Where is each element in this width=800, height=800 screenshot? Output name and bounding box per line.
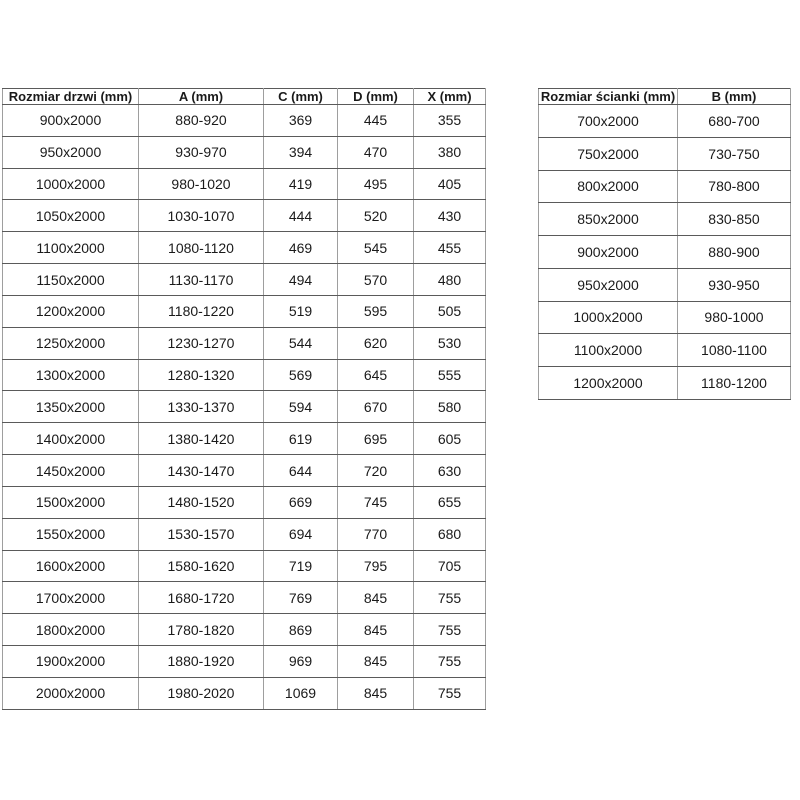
table-cell: 530 [414, 327, 486, 359]
table-cell: 495 [338, 168, 414, 200]
table-row [3, 359, 486, 391]
table-cell: 980-1020 [139, 168, 264, 200]
table-row [539, 137, 791, 170]
wall-table-header [539, 89, 791, 105]
table-cell: 930-950 [678, 268, 791, 301]
table-row [3, 200, 486, 232]
door-table-body [3, 105, 486, 710]
table-cell: 1180-1200 [678, 367, 791, 400]
table-cell: 680-700 [678, 105, 791, 138]
table-cell: 544 [264, 327, 338, 359]
table-row [3, 327, 486, 359]
table-cell: 1380-1420 [139, 423, 264, 455]
table-row [539, 105, 791, 138]
table-row [3, 232, 486, 264]
table-cell: 394 [264, 136, 338, 168]
table-cell: 480 [414, 264, 486, 296]
table-row [3, 614, 486, 646]
table-cell: 1680-1720 [139, 582, 264, 614]
table-cell: 1150x2000 [3, 264, 139, 296]
table-cell: 1500x2000 [3, 486, 139, 518]
table-cell: 670 [338, 391, 414, 423]
table-cell: 519 [264, 295, 338, 327]
wall-table-body [539, 105, 791, 400]
table-row [3, 136, 486, 168]
table-cell: 900x2000 [539, 236, 678, 269]
table-cell: 1000x2000 [539, 301, 678, 334]
table-row [3, 455, 486, 487]
table-cell: 419 [264, 168, 338, 200]
table-cell: 380 [414, 136, 486, 168]
table-row [3, 391, 486, 423]
table-cell: 444 [264, 200, 338, 232]
table-cell: 1050x2000 [3, 200, 139, 232]
table-cell: 950x2000 [3, 136, 139, 168]
table-cell: 1780-1820 [139, 614, 264, 646]
table-cell: 880-900 [678, 236, 791, 269]
table-row [3, 423, 486, 455]
table-cell: 1430-1470 [139, 455, 264, 487]
table-row [539, 268, 791, 301]
table-cell: 2000x2000 [3, 677, 139, 709]
table-cell: 594 [264, 391, 338, 423]
table-cell: 1480-1520 [139, 486, 264, 518]
table-cell: 619 [264, 423, 338, 455]
table-cell: 1000x2000 [3, 168, 139, 200]
table-cell: 605 [414, 423, 486, 455]
table-cell: 1880-1920 [139, 646, 264, 678]
table-cell: 880-920 [139, 105, 264, 137]
table-cell: 1250x2000 [3, 327, 139, 359]
door-table-header [3, 89, 486, 105]
table-cell: 1180-1220 [139, 295, 264, 327]
table-cell: 869 [264, 614, 338, 646]
table-cell: 555 [414, 359, 486, 391]
table-cell: 700x2000 [539, 105, 678, 138]
table-cell: 950x2000 [539, 268, 678, 301]
header-cell: X (mm) [414, 89, 486, 105]
table-cell: 745 [338, 486, 414, 518]
table-cell: 719 [264, 550, 338, 582]
table-cell: 969 [264, 646, 338, 678]
table-row [3, 646, 486, 678]
wall-size-table [538, 88, 791, 400]
table-cell: 1280-1320 [139, 359, 264, 391]
door-size-table [2, 88, 486, 710]
table-row [539, 334, 791, 367]
table-cell: 469 [264, 232, 338, 264]
table-cell: 1080-1120 [139, 232, 264, 264]
table-cell: 445 [338, 105, 414, 137]
table-cell: 430 [414, 200, 486, 232]
table-cell: 1100x2000 [3, 232, 139, 264]
header-cell: C (mm) [264, 89, 338, 105]
table-row [539, 203, 791, 236]
table-cell: 845 [338, 582, 414, 614]
table-cell: 470 [338, 136, 414, 168]
table-cell: 1300x2000 [3, 359, 139, 391]
table-cell: 770 [338, 518, 414, 550]
table-row [3, 550, 486, 582]
table-cell: 580 [414, 391, 486, 423]
table-cell: 694 [264, 518, 338, 550]
table-row [3, 582, 486, 614]
table-cell: 845 [338, 646, 414, 678]
table-cell: 1130-1170 [139, 264, 264, 296]
table-cell: 520 [338, 200, 414, 232]
table-cell: 1900x2000 [3, 646, 139, 678]
table-cell: 1080-1100 [678, 334, 791, 367]
table-cell: 755 [414, 582, 486, 614]
table-cell: 1600x2000 [3, 550, 139, 582]
table-cell: 900x2000 [3, 105, 139, 137]
table-cell: 1230-1270 [139, 327, 264, 359]
table-cell: 755 [414, 646, 486, 678]
table-cell: 850x2000 [539, 203, 678, 236]
table-cell: 1200x2000 [539, 367, 678, 400]
table-cell: 669 [264, 486, 338, 518]
table-row [3, 264, 486, 296]
table-cell: 730-750 [678, 137, 791, 170]
table-cell: 1400x2000 [3, 423, 139, 455]
table-cell: 705 [414, 550, 486, 582]
table-cell: 1450x2000 [3, 455, 139, 487]
table-cell: 800x2000 [539, 170, 678, 203]
header-cell: B (mm) [678, 89, 791, 105]
table-row [539, 367, 791, 400]
table-cell: 545 [338, 232, 414, 264]
header-cell: A (mm) [139, 89, 264, 105]
table-row [3, 105, 486, 137]
table-cell: 755 [414, 614, 486, 646]
table-row [3, 486, 486, 518]
table-cell: 1100x2000 [539, 334, 678, 367]
table-cell: 1800x2000 [3, 614, 139, 646]
table-cell: 720 [338, 455, 414, 487]
table-row [3, 295, 486, 327]
table-cell: 1350x2000 [3, 391, 139, 423]
table-cell: 570 [338, 264, 414, 296]
table-cell: 680 [414, 518, 486, 550]
table-cell: 1580-1620 [139, 550, 264, 582]
table-cell: 644 [264, 455, 338, 487]
table-cell: 505 [414, 295, 486, 327]
table-row [3, 677, 486, 709]
table-cell: 1030-1070 [139, 200, 264, 232]
header-cell: D (mm) [338, 89, 414, 105]
table-cell: 795 [338, 550, 414, 582]
table-cell: 1980-2020 [139, 677, 264, 709]
table-cell: 405 [414, 168, 486, 200]
table-row [539, 236, 791, 269]
table-cell: 845 [338, 677, 414, 709]
table-cell: 830-850 [678, 203, 791, 236]
header-row [3, 89, 486, 105]
table-cell: 645 [338, 359, 414, 391]
table-cell: 455 [414, 232, 486, 264]
table-cell: 845 [338, 614, 414, 646]
table-cell: 1550x2000 [3, 518, 139, 550]
table-cell: 655 [414, 486, 486, 518]
table-row [539, 301, 791, 334]
table-cell: 695 [338, 423, 414, 455]
table-row [3, 168, 486, 200]
table-cell: 1330-1370 [139, 391, 264, 423]
table-row [3, 518, 486, 550]
header-row [539, 89, 791, 105]
table-cell: 595 [338, 295, 414, 327]
table-row [539, 170, 791, 203]
table-cell: 769 [264, 582, 338, 614]
table-cell: 369 [264, 105, 338, 137]
table-cell: 930-970 [139, 136, 264, 168]
table-cell: 780-800 [678, 170, 791, 203]
header-cell: Rozmiar ścianki (mm) [539, 89, 678, 105]
table-cell: 750x2000 [539, 137, 678, 170]
table-cell: 1700x2000 [3, 582, 139, 614]
table-cell: 569 [264, 359, 338, 391]
table-cell: 1069 [264, 677, 338, 709]
header-cell: Rozmiar drzwi (mm) [3, 89, 139, 105]
table-cell: 620 [338, 327, 414, 359]
table-cell: 494 [264, 264, 338, 296]
table-cell: 630 [414, 455, 486, 487]
table-cell: 980-1000 [678, 301, 791, 334]
table-cell: 1200x2000 [3, 295, 139, 327]
table-cell: 1530-1570 [139, 518, 264, 550]
table-cell: 355 [414, 105, 486, 137]
table-cell: 755 [414, 677, 486, 709]
